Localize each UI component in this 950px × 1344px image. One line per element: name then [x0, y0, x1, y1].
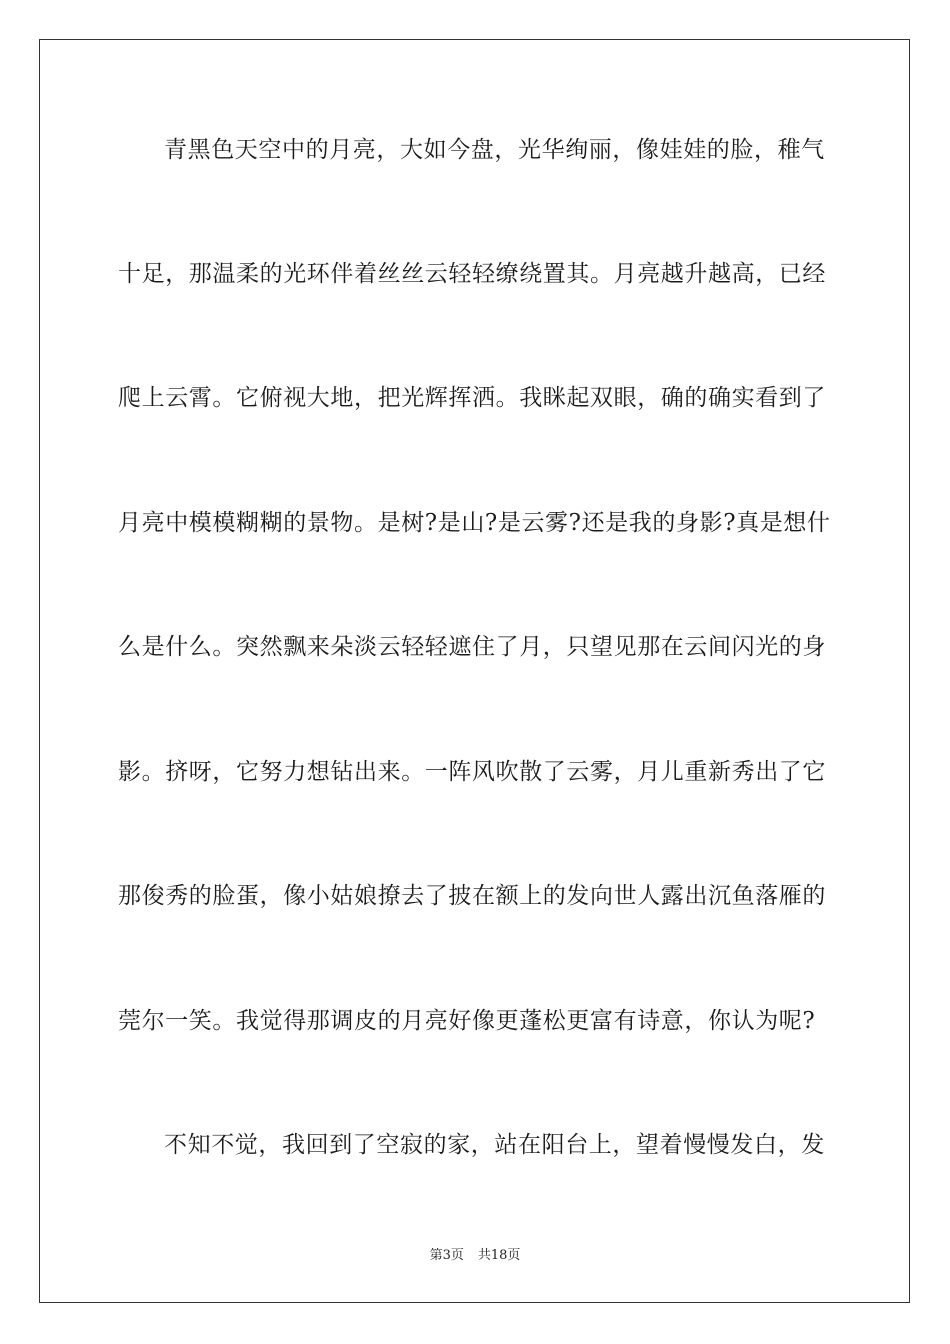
paragraph-line: 月亮中模模糊糊的景物。是树?是山?是云雾?还是我的身影?真是想什: [118, 510, 831, 536]
paragraph-line: 青黑色天空中的月亮，大如今盘，光华绚丽，像娃娃的脸，稚气: [164, 137, 825, 163]
paragraph-line: 不知不觉，我回到了空寂的家，站在阳台上，望着慢慢发白，发: [164, 1132, 825, 1158]
paragraph-line: 莞尔一笑。我觉得那调皮的月亮好像更蓬松更富有诗意，你认为呢?: [118, 1008, 816, 1034]
paragraph-line: 影。挤呀，它努力想钻出来。一阵风吹散了云雾，月儿重新秀出了它: [118, 759, 826, 785]
paragraph-line: 么是什么。突然飘来朵淡云轻轻遮住了月，只望见那在云间闪光的身: [118, 634, 826, 660]
paragraph-line: 爬上云霄。它俯视大地，把光辉挥洒。我眯起双眼，确的确实看到了: [118, 385, 826, 411]
total-pages: 共18页: [477, 1248, 521, 1263]
paragraph-line: 那俊秀的脸蛋，像小姑娘撩去了披在额上的发向世人露出沉鱼落雁的: [118, 883, 826, 909]
page-number: 第3页: [429, 1248, 464, 1263]
page-footer: [0, 1247, 950, 1265]
page-border: [39, 39, 910, 1303]
paragraph-line: 十足，那温柔的光环伴着丝丝云轻轻缭绕置其。月亮越升越高，已经: [118, 261, 826, 287]
